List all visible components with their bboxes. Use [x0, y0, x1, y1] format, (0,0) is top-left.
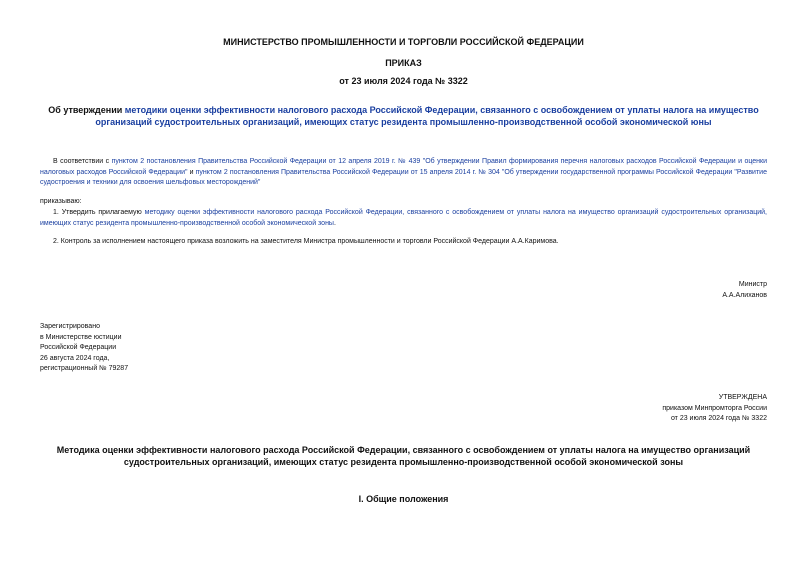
document-title: [40, 104, 767, 128]
registration-line: Российской Федерации: [40, 344, 117, 351]
preamble-link-1[interactable]: пунктом 2 постановления Правительства Российской Федерации от 12 апреля 2019 г. № 439 "Об утверждении Правил формирования перечня налоговых расходов Российской Федерации и оценки налоговых расходов Российской Федерации": [40, 158, 768, 176]
signature-name: А.А.Алиханов: [722, 292, 767, 299]
item-1-suffix: .: [333, 219, 336, 227]
approval-line: от 23 июля 2024 года № 3322: [670, 415, 767, 422]
title-prefix: Об утверждении: [48, 105, 125, 115]
doc-type-heading: ПРИКАЗ: [385, 58, 422, 68]
preamble-text-1: В соответствии с: [53, 158, 112, 165]
section-heading: I. Общие положения: [358, 494, 449, 504]
approval-line: УТВЕРЖДЕНА: [718, 394, 767, 401]
order-word: приказываю:: [40, 198, 82, 205]
registration-line: 26 августа 2024 года,: [40, 354, 110, 362]
item-1-link[interactable]: методику оценки эффективности налогового расхода Российской Федерации, связанного с освобождением от уплаты налога на имущество организаций судостроительных организаций, имеющих статус резидента промышленно-производственной особой экономической зоны: [40, 209, 767, 227]
approval-line: приказом Минпромторга России: [662, 404, 767, 412]
registration-block: [40, 322, 240, 375]
ministry-heading: МИНИСТЕРСТВО ПРОМЫШЛЕННОСТИ И ТОРГОВЛИ РОССИЙСКОЙ ФЕДЕРАЦИИ: [223, 37, 584, 47]
order-item-2: 2. Контроль за исполнением настоящего приказа возложить на заместителя Министра промышленности и торговли Российской Федерации А.А.Каримова.: [53, 238, 559, 245]
doc-date-number: от 23 июля 2024 года № 3322: [339, 76, 468, 86]
preamble-link-2[interactable]: пунктом 2 постановления Правительства Российской Федерации от 15 апреля 2014 г. № 304 "Об утверждении государственной программы Российской Федерации "Развитие судостроения и техники для освоения шельфовых месторождений": [40, 168, 767, 186]
order-item-1: [40, 208, 767, 229]
title-link[interactable]: методики оценки эффективности налогового расхода Российской Федерации, связанного с освобождением от уплаты налога на имущество организаций судостроительных организаций, имеющих статус резидента промышленно-производственной особой экономической юны: [95, 105, 759, 127]
methodology-title: Методика оценки эффективности налогового расхода Российской Федерации, связанного с освобождением от уплаты налога на имущество организаций судостроительных организаций, имеющих статус резидента промышленно-производственной особой экономической зоны: [56, 445, 751, 467]
registration-line: в Министерстве юстиции: [40, 333, 122, 341]
registration-line: регистрационный № 79287: [40, 365, 129, 372]
registration-line: Зарегистрировано: [40, 323, 100, 330]
preamble-paragraph: [40, 157, 767, 189]
signature-position: Министр: [738, 281, 767, 288]
item-1-prefix: 1. Утвердить прилагаемую: [53, 209, 145, 216]
preamble-text-2: и: [187, 168, 196, 176]
approval-block: [567, 393, 767, 425]
